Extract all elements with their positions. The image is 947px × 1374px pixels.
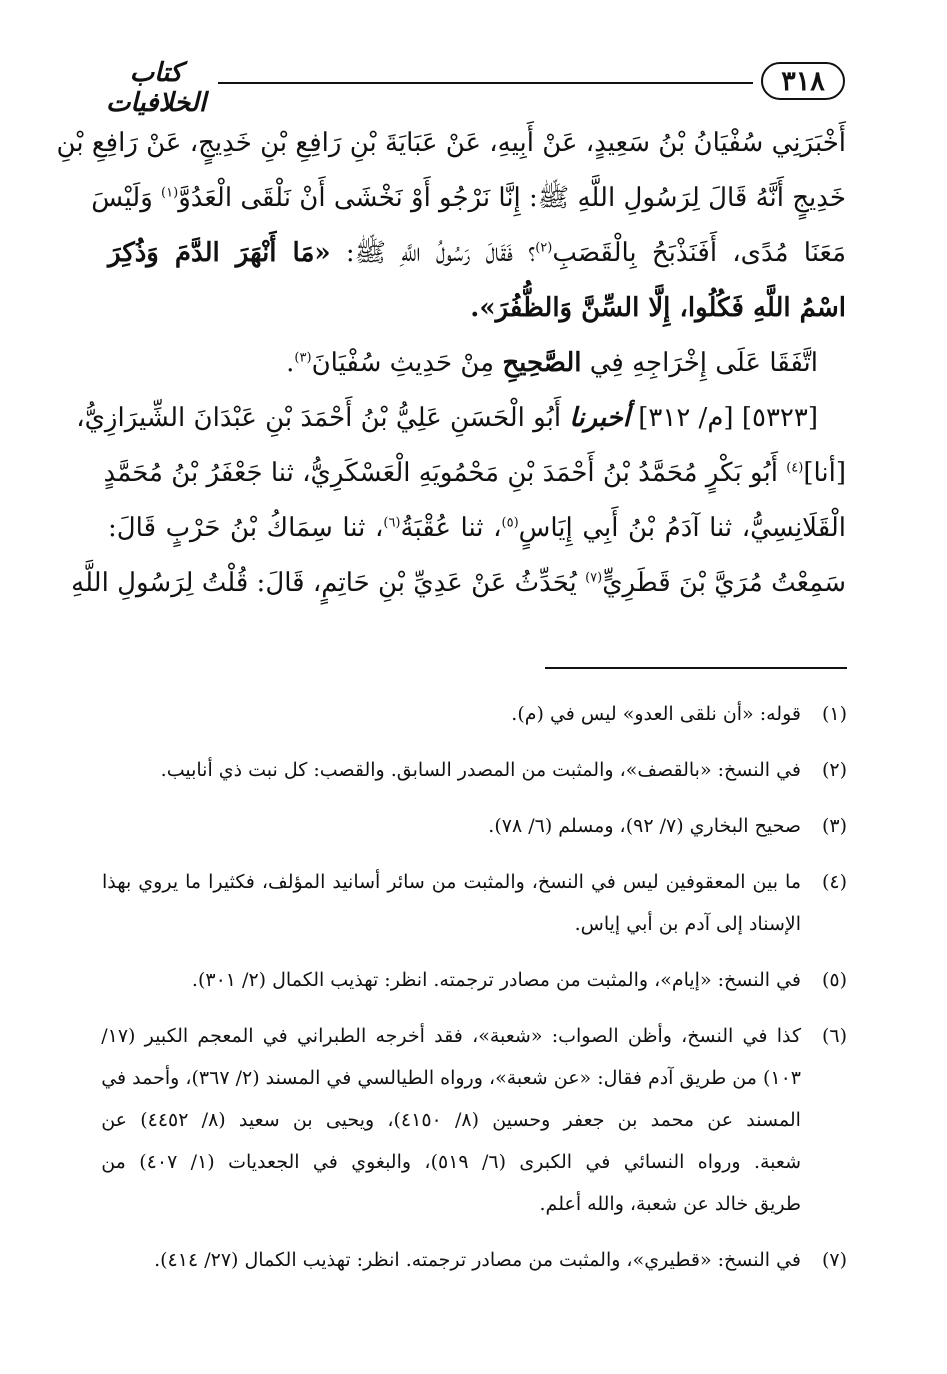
footnote-text: ١٠٣) من طريق آدم فقال: «عن شعبة»، ورواه الطيالسي في المسند (٢/ ٣٦٧)، وأحمد في xyxy=(101,1067,801,1089)
text-line xyxy=(108,501,846,556)
footnote-6 xyxy=(102,1015,847,1225)
footnote-text: كذا في النسخ، وأظن الصواب: «شعبة»، فقد أخرجه الطبراني في المعجم الكبير (١٧/ xyxy=(101,1025,801,1047)
text-segment: خَدِيجٍ أَنَّهُ قَالَ لِرَسُولِ اللَّهِ ﷺ: إِنَّا نَرْجُو أَوْ نَخْشَى أَنْ نَلْقَى الْعَدُوَّ xyxy=(178,183,846,213)
footnote-marker[interactable]: (٤) xyxy=(786,460,804,476)
text-segment: ، ثنا عُقْبَةُ xyxy=(400,513,502,543)
footnote-marker[interactable]: (٦) xyxy=(383,515,401,531)
main-text xyxy=(56,116,847,611)
text-line xyxy=(56,116,846,171)
text-line xyxy=(76,391,846,446)
hadith-number: [٥٣٢٣] [م/ ٣١٢] xyxy=(638,403,818,433)
text-segment: يُحَدِّثُ عَنْ عَدِيِّ بْنِ حَاتِمٍ، قَالَ: قُلْتُ لِرَسُولِ اللَّهِ xyxy=(71,568,577,598)
akhbarana-keyword: أخبرنا xyxy=(569,403,630,433)
text-segment: أَبُو بَكْرٍ مُحَمَّدُ بْنُ أَحْمَدَ بْنِ مَحْمُويَهِ الْعَسْكَرِيُّ، ثنا جَعْفَرُ بْنُ مُحَمَّدٍ xyxy=(103,458,778,488)
footnote-5 xyxy=(102,959,847,1001)
footnote-1 xyxy=(102,693,847,735)
bracket-insert: [أنا] xyxy=(803,458,846,488)
footnote-7 xyxy=(102,1239,847,1281)
footnote-marker[interactable]: (٥) xyxy=(501,515,519,531)
footnote-text: في النسخ: «قطيري»، والمثبت من مصادر ترجمته. انظر: تهذيب الكمال (٢٧/ ٤١٤). xyxy=(154,1249,801,1271)
footnotes xyxy=(102,693,847,1295)
footnote-marker[interactable]: (٢) xyxy=(535,240,553,256)
text-line xyxy=(108,281,846,336)
footnote-marker[interactable]: (٧) xyxy=(585,570,603,586)
footnote-number: (٤) xyxy=(821,871,847,893)
footnote-text: في النسخ: «إيام»، والمثبت من مصادر ترجمته. انظر: تهذيب الكمال (٢/ ٣٠١). xyxy=(191,969,801,991)
footnote-text: المسند عن محمد بن جعفر وحسين (٨/ ٤١٥٠)، ويحيى بن سعيد (٨/ ٤٤٥٢) عن xyxy=(101,1109,801,1131)
footnote-number: (٢) xyxy=(821,759,847,781)
footnote-text: طريق خالد عن شعبة، والله أعلم. xyxy=(539,1193,801,1215)
text-line xyxy=(71,556,846,611)
footnote-text: في النسخ: «بالقصف»، والمثبت من المصدر السابق. والقصب: كل نبت ذي أنابيب. xyxy=(160,759,801,781)
footnote-text: قوله: «أن نلقى العدو» ليس في (م). xyxy=(511,703,801,725)
hadith-text: «مَا أَنْهَرَ الدَّمَ وَذُكِرَ xyxy=(108,238,331,268)
book-title: كتاب الخلافيات xyxy=(105,58,207,118)
text-segment: الْقَلَانِسِيُّ، ثنا آدَمُ بْنُ أَبِي إِيَاسٍ xyxy=(518,513,846,543)
text-line xyxy=(91,171,846,226)
text-line xyxy=(103,446,846,501)
footnote-divider xyxy=(545,667,847,669)
footnote-text: الإسناد إلى آدم بن أبي إياس. xyxy=(574,913,801,935)
footnote-4 xyxy=(102,861,847,945)
footnote-text: شعبة. ورواه النسائي في الكبرى (٦/ ٥١٩)، والبغوي في الجعديات (١/ ٤٠٧) من xyxy=(101,1151,801,1173)
footnote-number: (١) xyxy=(821,703,847,725)
footnote-marker[interactable]: (١) xyxy=(161,185,179,201)
text-segment: ، ثنا سِمَاكُ بْنُ حَرْبٍ قَالَ: xyxy=(108,513,384,543)
header-rule xyxy=(218,82,753,84)
footnote-number: (٣) xyxy=(821,815,847,837)
footnote-number: (٧) xyxy=(821,1249,847,1271)
footnote-text: ما بين المعقوفين ليس في النسخ، والمثبت من سائر أسانيد المؤلف، فكثيرا ما يروي بهذا xyxy=(102,871,801,893)
hadith-text: اسْمُ اللَّهِ فَكُلُوا، إِلَّا السِّنَّ وَالظُّفُرَ». xyxy=(470,293,846,323)
footnote-text: صحيح البخاري (٧/ ٩٢)، ومسلم (٦/ ٧٨). xyxy=(488,815,801,837)
text-segment: وَلَيْسَ xyxy=(91,183,153,213)
text-segment: سَمِعْتُ مُرَيَّ بْنَ قَطَرِيٍّ xyxy=(602,568,846,598)
text-line: اتَّفَقَا عَلَى إِخْرَاجِهِ فِي الصَّحِيحِ مِنْ حَدِيثِ سُفْيَانَ$^{(٣)}$. xyxy=(286,348,818,378)
footnote-2 xyxy=(102,749,847,791)
source-title: الصَّحِيحِ xyxy=(502,348,582,378)
text-segment: اتَّفَقَا عَلَى إِخْرَاجِهِ فِي xyxy=(589,348,818,378)
footnote-3 xyxy=(102,805,847,847)
page-number: ٣١٨ xyxy=(761,62,845,100)
text-segment: ؟ فَقَالَ رَسُولُ اللَّهِ ﷺ: xyxy=(345,238,536,268)
text-segment: أَخْبَرَنِي سُفْيَانُ بْنُ سَعِيدٍ، عَنْ أَبِيهِ، عَنْ عَبَايَةَ بْنِ رَافِعِ بْنِ خَدِيجٍ، عَنْ رَافِعِ بْنِ xyxy=(56,128,846,158)
text-line xyxy=(108,226,846,281)
page-header xyxy=(100,58,845,118)
text-segment: مِنْ حَدِيثِ سُفْيَانَ xyxy=(311,348,495,378)
footnote-number: (٥) xyxy=(821,969,847,991)
footnote-marker[interactable]: (٣) xyxy=(294,350,312,366)
footnote-number: (٦) xyxy=(821,1025,847,1047)
text-segment: مَعَنَا مُدًى، أَفَنَذْبَحُ بِالْقَصَبِ xyxy=(552,238,847,268)
text-segment: أَبُو الْحَسَنِ عَلِيُّ بْنُ أَحْمَدَ بْنِ عَبْدَانَ الشِّيرَازِيُّ، xyxy=(76,403,562,433)
